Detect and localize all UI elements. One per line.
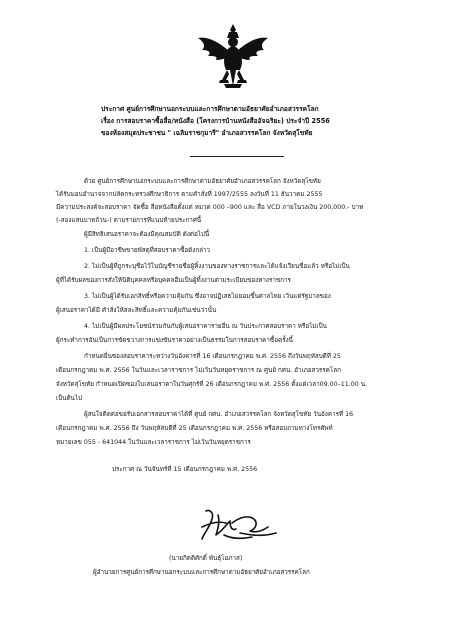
body-line: หมายเลข 055 - 641044 ในวันและเวลาราชการ ไม่เว้นวันหยุดราชการ xyxy=(56,439,251,446)
body-line: มีความประสงค์จะสอบราคา จัดซื้อ สื่อหนังสือตั้งแต่ หมวด 000 –900 และ สื่อ VCD ภายในวงเงิน 200,000.- บาท xyxy=(56,204,364,211)
body-line: (-สองแสนบาทถ้วน-) ตามรายการที่แนบท้ายประกาศนี้ xyxy=(56,217,202,224)
header-divider xyxy=(190,156,284,157)
body-line: 1. เป็นผู้มีอาชีพขายพัสดุที่สอบราคาซื้อดังกล่าว xyxy=(84,247,211,254)
body-line: ผู้สนใจติดต่อขอรับเอกสารสอบราคาได้ที่ ศูนย์ กศน. อำเภอสวรรคโลก จังหวัดสุโขทัย วันอังคารที่ 16 xyxy=(84,411,354,418)
body-line: เดือนกรกฎาคม พ.ศ. 2556 ถึง วันพฤหัสบดีที่ 25 เดือนกรกฎาคม พ.ศ. 2556 หรือสอบถามทางโทรศัพท์ xyxy=(56,425,333,432)
body-line: ผู้กระทำการอันเป็นการขัดขวางการแข่งขันราคาอย่างเป็นธรรมในการสอบราคาซื้อครั้งนี้ xyxy=(56,337,293,344)
signatory-name: (นายกิตติศักดิ์ พันธุ์โอภาส) xyxy=(169,555,243,562)
body-line: 2. ไม่เป็นผู้ที่ถูกระบุชื่อไว้ในบัญชีรายชื่อผู้ทิ้งงานของทางราชการและได้แจ้งเวียนชื่อแล้ว หรือไม่เป็น xyxy=(84,263,350,270)
body-line: ผู้มีสิทธิเสนอราคาจะต้องมีคุณสมบัติ ดังต่อไปนี้ xyxy=(84,231,210,238)
body-line: เดือนกรกฎาคม พ.ศ. 2556 ในวันและเวลาราชการ ไม่เว้นวันหยุดราชการ ณ ศูนย์ กศน. อำเภอสวรรคโลก xyxy=(56,367,341,374)
body-line: ได้รับมอบอำนาจจากปลัดกระทรวงศึกษาธิการ ตามคำสั่งที่ 1997/2555 ลงวันที่ 11 ธันวาคม 2555 xyxy=(56,191,323,198)
body-line: ผู้ที่ได้รับผลของการสั่งให้นิติบุคคลหรือบุคคลอื่นเป็นผู้ทิ้งงานตามระเบียบของทางราชการ xyxy=(56,277,291,284)
garuda-emblem-icon xyxy=(196,22,270,92)
body-line: ผู้เสนอราคาได้มี คำสั่งให้สละสิทธิ์และความคุ้มกันเช่นว่านั้น xyxy=(56,307,217,314)
body-line: 4. ไม่เป็นผู้มีผลประโยชน์ร่วมกันกับผู้เสนอราคารายอื่น ณ วันประกาศสอบราคา หรือไม่เป็น xyxy=(84,323,327,330)
announcement-subject-cont: ของห้องสมุดประชาชน " เฉลิมราชกุมารี" อำเภอสวรรคโลก จังหวัดสุโขทัย xyxy=(101,129,313,137)
announcement-date: ประกาศ ณ วันจันทร์ที่ 15 เดือนกรกฎาคม พ.ศ. 2556 xyxy=(112,466,258,473)
body-line: จังหวัดสุโขทัย กำหนดเปิดซองใบเสนอราคาในวันศุกร์ที่ 26 เดือนกรกฎาคม พ.ศ. 2556 ตั้งแต่เวลา09.00–11.00 น. xyxy=(56,381,368,388)
signatory-position: ผู้อำนวยการศูนย์การศึกษานอกระบบและการศึกษาตามอัธยาศัยอำเภอสวรรคโลก xyxy=(93,569,310,576)
body-line: ด้วย ศูนย์การศึกษานอกระบบและการศึกษาตามอัธยาศัยอำเภอสวรรคโลก จังหวัดสุโขทัย xyxy=(84,178,321,185)
body-line: เป็นต้นไป xyxy=(56,395,83,402)
announcement-subject: เรื่อง การสอบราคาซื้อสื่อ/หนังสือ (โครงการบ้านหนังสืออัจฉริยะ) ประจำปี 2556 xyxy=(101,117,330,125)
signature-icon xyxy=(196,505,280,545)
body-line: กำหนดยื่นซองสอบราคาระหว่างวันอังคารที่ 16 เดือนกรกฎาคม พ.ศ. 2556 ถึงวันพฤหัสบดีที่ 25 xyxy=(84,353,341,360)
announcement-heading: ประกาศ ศูนย์การศึกษานอกระบบและการศึกษาตามอัธยาศัยอำเภอสวรรคโลก xyxy=(101,105,319,113)
body-line: 3. ไม่เป็นผู้ได้รับเอกสิทธิ์หรือความคุ้มกัน ซึ่งอาจปฏิเสธไม่ยอมขึ้นศาลไทย เว้นแต่รัฐบาลของ xyxy=(84,293,331,300)
